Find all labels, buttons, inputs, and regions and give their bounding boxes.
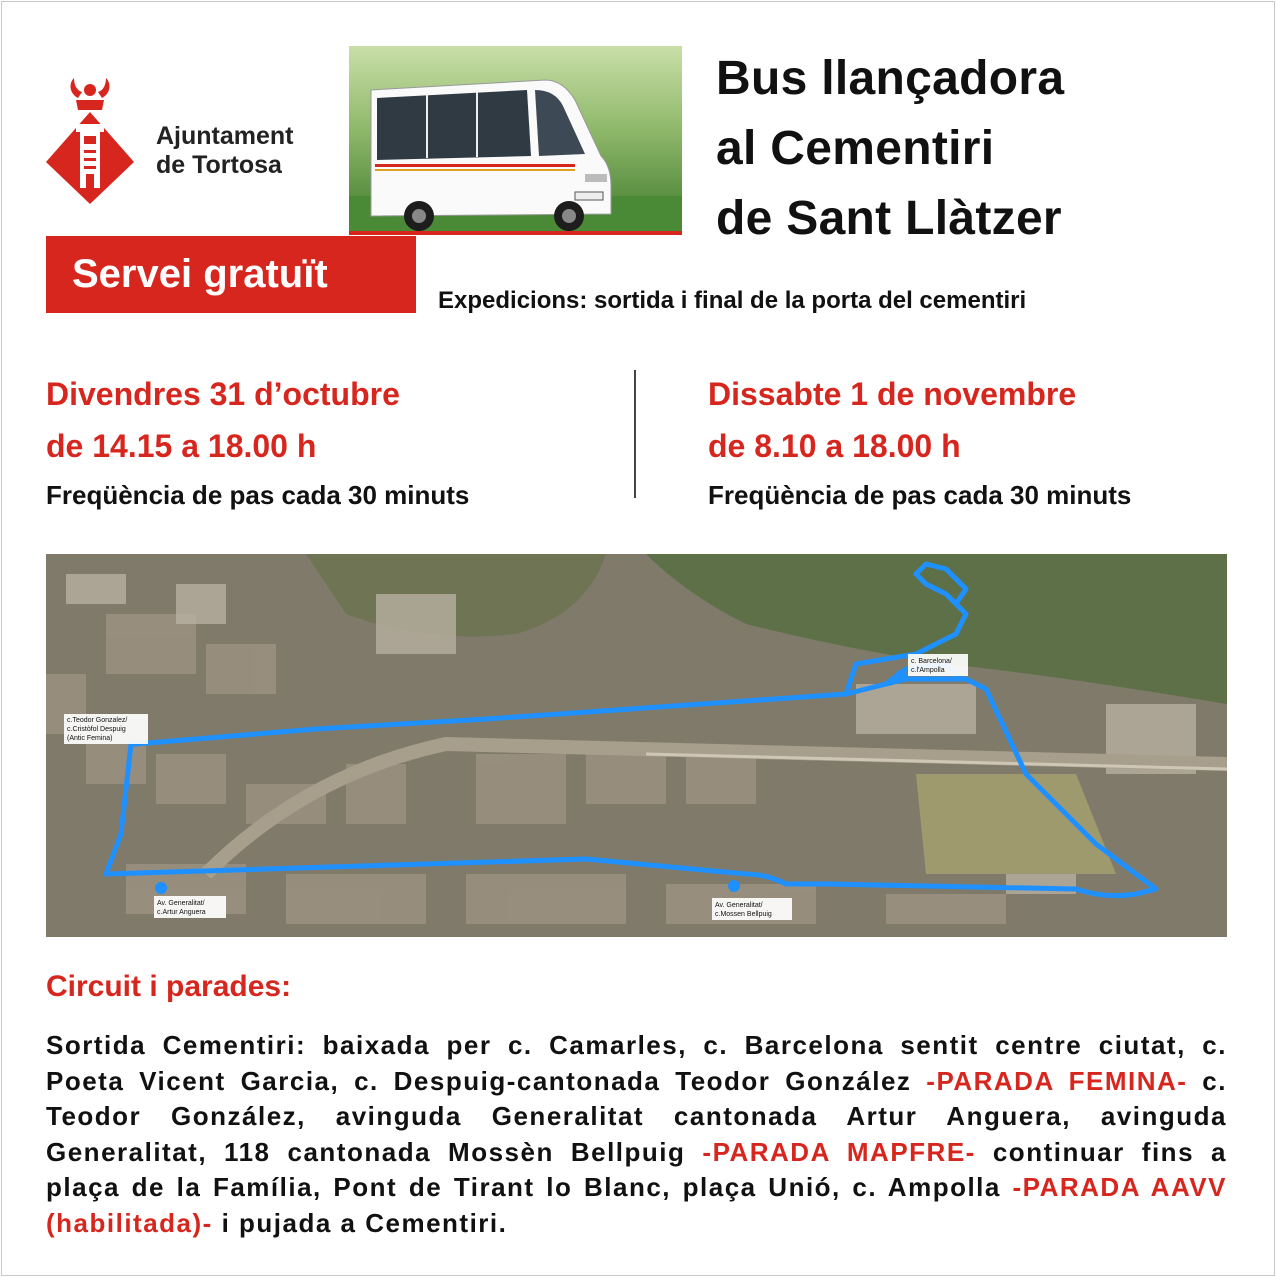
- schedule-saturday: [708, 368, 1131, 511]
- stop-mapfre: -PARADA MAPFRE-: [702, 1136, 976, 1167]
- svg-text:c.Mossen Bellpuig: c.Mossen Bellpuig: [715, 911, 772, 918]
- circuit-text: i pujada a Cementiri.: [212, 1207, 508, 1238]
- svg-text:c.Cristòfol Despuig: c.Cristòfol Despuig: [67, 726, 126, 733]
- circuit-heading: Circuit i parades:: [46, 970, 292, 1003]
- map-label-artur-anguera: [154, 896, 226, 918]
- circuit-description: [46, 1028, 1227, 1241]
- map-stop-marker: [895, 670, 907, 682]
- page-title: [716, 44, 1064, 254]
- map-label-barcelona: [908, 654, 968, 676]
- circuit-text: c. Teodor González, avinguda Generalitat cantonada Artur Anguera, avinguda Generalitat, 118 cantonada Mossèn Bellpuig: [46, 1065, 1227, 1167]
- circuit-text: continuar fins a plaça de la Família, Pont de Tirant lo Blanc, plaça Unió, c. Ampolla: [46, 1136, 1227, 1202]
- expeditions-note: Expedicions: sortida i final de la porta del cementiri: [438, 287, 1027, 314]
- map-stop-marker: [155, 882, 167, 894]
- logo-line-2: de Tortosa: [156, 151, 282, 179]
- schedule-divider: [634, 370, 636, 498]
- stop-femina: -PARADA FEMINA-: [926, 1065, 1188, 1096]
- city-hall-name: [156, 122, 294, 180]
- schedule-hours: de 14.15 a 18.00 h: [46, 428, 317, 464]
- title-line-3: de Sant Llàtzer: [716, 192, 1062, 245]
- tortosa-coat-of-arms-icon: [46, 70, 150, 206]
- map-stop-marker: [728, 880, 740, 892]
- schedule-hours: de 8.10 a 18.00 h: [708, 428, 961, 464]
- svg-text:c.l'Ampolla: c.l'Ampolla: [911, 667, 945, 674]
- schedule-day: Dissabte 1 de novembre: [708, 376, 1077, 412]
- schedule-day: Divendres 31 d’octubre: [46, 376, 400, 412]
- logo-line-1: Ajuntament: [156, 122, 294, 150]
- title-line-2: al Cementiri: [716, 122, 995, 175]
- svg-text:c.Artur Anguera: c.Artur Anguera: [157, 909, 206, 916]
- svg-text:(Antic Femina): (Antic Femina): [67, 735, 113, 742]
- schedule-frequency: Freqüència de pas cada 30 minuts: [46, 480, 470, 510]
- route-map: [46, 554, 1227, 937]
- photo-red-underline: [349, 231, 682, 235]
- schedule-friday: [46, 368, 469, 511]
- circuit-text: Sortida Cementiri: baixada per c. Camarles, c. Barcelona sentit centre ciutat, c. Poeta Vicent Garcia, c. Despuig-cantonada Teodor González: [46, 1030, 1227, 1096]
- svg-text:c. Barcelona/: c. Barcelona/: [911, 658, 952, 665]
- svg-text:c.Teodor Gonzalez/: c.Teodor Gonzalez/: [67, 717, 128, 724]
- svg-text:Av. Generalitat/: Av. Generalitat/: [715, 902, 763, 909]
- map-label-femina: [64, 714, 148, 744]
- title-line-1: Bus llançadora: [716, 52, 1065, 105]
- shuttle-bus-photo: [349, 46, 682, 232]
- svg-text:Av. Generalitat/: Av. Generalitat/: [157, 900, 205, 907]
- stop-aavv: -PARADA AAVV (habilitada)-: [46, 1172, 1227, 1238]
- schedule-frequency: Freqüència de pas cada 30 minuts: [708, 480, 1132, 510]
- map-label-mossen-bellpuig: [712, 898, 792, 920]
- free-service-label: Servei gratuït: [72, 252, 328, 296]
